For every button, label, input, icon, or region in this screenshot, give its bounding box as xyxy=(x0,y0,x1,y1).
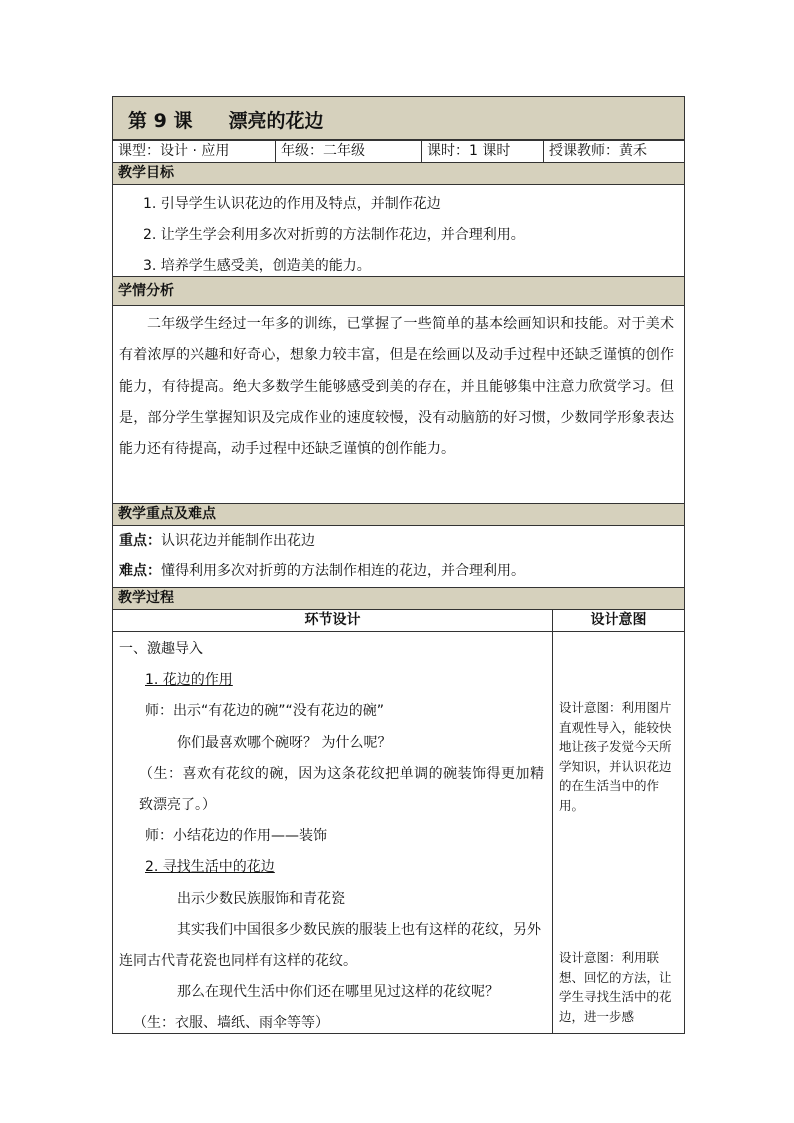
design-column-header: 环节设计 xyxy=(113,610,553,631)
intent-column-header: 设计意图 xyxy=(590,612,647,628)
student-answer: （生：衣服、墙纸、雨伞等等） xyxy=(133,1015,329,1032)
keypoints-heading: 教学重点及难点 xyxy=(113,504,684,526)
teacher-line: 师：出示“有花边的碗”“没有花边的碗” xyxy=(145,703,385,720)
section-intro: 一、激趣导入 xyxy=(119,641,203,657)
design-column xyxy=(113,632,553,1033)
difficulty-label: 难点： xyxy=(119,563,161,579)
class-hours: 课时：1 课时 xyxy=(422,141,544,162)
show-line: 出示少数民族服饰和青花瓷 xyxy=(177,890,345,907)
process-header xyxy=(113,610,684,632)
intent-note: 设计意图：利用联想、回忆的方法，让学生寻找生活中的花边，进一步感 xyxy=(559,950,672,1024)
question-line: 你们最喜欢哪个碗呀？ 为什么呢？ xyxy=(177,734,392,751)
lesson-name: 漂亮的花边 xyxy=(228,110,324,132)
process-body xyxy=(113,632,684,1033)
goals-heading: 教学目标 xyxy=(113,163,684,185)
goal-item: 2. 让学生学会利用多次对折剪的方法制作花边，并合理利用。 xyxy=(143,227,525,243)
difficulty-line xyxy=(119,556,684,586)
subsection-title: 2. 寻找生活中的花边 xyxy=(145,859,275,876)
grade: 年级：二年级 xyxy=(276,141,422,162)
course-type: 课型：设计 · 应用 xyxy=(113,141,276,162)
paragraph: 其实我们中国很多少数民族的服装上也有这样的花纹，另外连同古代青花瓷也同样有这样的花纹。 xyxy=(119,921,541,970)
subsection-title: 1. 花边的作用 xyxy=(145,672,233,689)
teacher-summary: 师：小结花边的作用——装饰 xyxy=(145,828,327,845)
goals-list xyxy=(113,185,684,277)
student-answer: （生：喜欢有花纹的碗，因为这条花纹把单调的碗装饰得更加精致漂亮了。） xyxy=(139,765,544,814)
analysis-heading: 学情分析 xyxy=(113,277,684,306)
teacher: 授课教师：黄禾 xyxy=(549,143,647,159)
meta-row xyxy=(113,141,684,163)
question-line: 那么在现代生活中你们还在哪里见过这样的花纹呢？ xyxy=(177,984,499,1001)
focus-text: 认识花边并能制作出花边 xyxy=(161,533,315,549)
focus-line xyxy=(119,526,684,556)
lesson-plan-table xyxy=(112,96,685,1034)
keypoints-body xyxy=(113,526,684,588)
intent-note: 设计意图：利用图片直观性导入，能较快地让孩子发觉今天所学知识，并认识花边的在生活当中的作用。 xyxy=(559,700,672,813)
difficulty-text: 懂得利用多次对折剪的方法制作相连的花边，并合理利用。 xyxy=(161,563,525,579)
intent-column xyxy=(553,632,684,1033)
analysis-text: 二年级学生经过一年多的训练，已掌握了一些简单的基本绘画知识和技能。对于美术有着浓厚的兴趣和好奇心，想象力较丰富，但是在绘画以及动手过程中还缺乏谨慎的创作能力，有待提高。绝大多数学生能够感受到美的存在，并且能够集中注意力欣赏学习。但是，部分学生掌握知识及完成作业的速度较慢，没有动脑筋的好习惯，少数同学形象表达能力还有待提高，动手过程中还缺乏谨慎的创作能力。 xyxy=(113,306,684,504)
process-heading: 教学过程 xyxy=(113,588,684,610)
goal-item: 1. 引导学生认识花边的作用及特点，并制作花边 xyxy=(143,196,441,212)
focus-label: 重点： xyxy=(119,533,161,549)
lesson-title xyxy=(113,97,684,141)
goal-item: 3. 培养学生感受美，创造美的能力。 xyxy=(143,258,371,274)
lesson-number: 第 9 课 xyxy=(128,110,193,132)
